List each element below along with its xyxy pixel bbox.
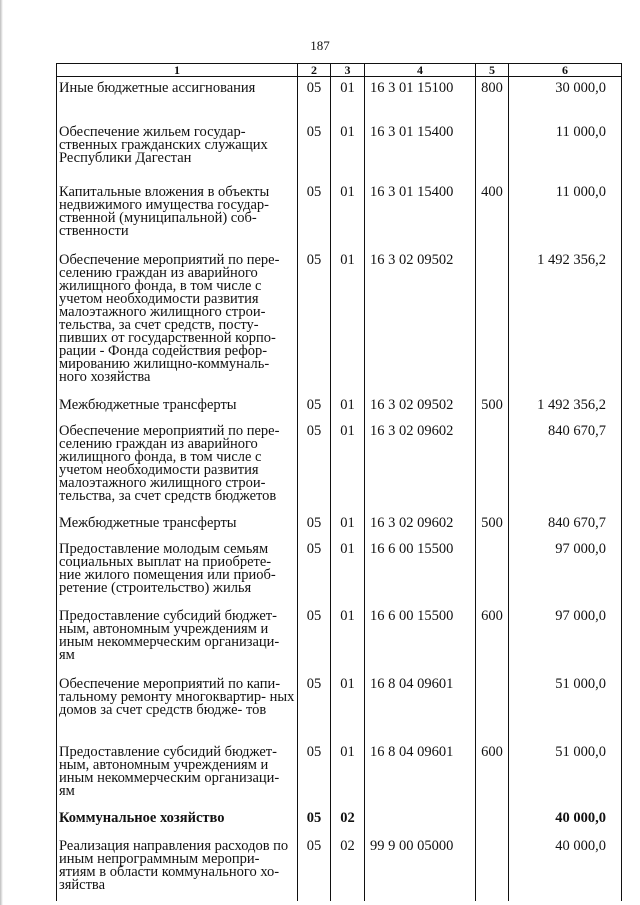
- table-row: [57, 741, 622, 807]
- row-target-code: 16 8 04 09601: [365, 673, 476, 741]
- row-amount: 11 000,0: [509, 181, 622, 249]
- row-name: Межбюджетные трансферты: [57, 512, 298, 538]
- row-amount: 1 492 356,2: [509, 249, 622, 394]
- row-section: 05: [298, 121, 331, 181]
- table-row: [57, 249, 622, 394]
- row-subsection: 01: [331, 77, 365, 121]
- row-amount: 97 000,0: [509, 605, 622, 673]
- table-row: [57, 77, 622, 121]
- row-amount: 30 000,0: [509, 77, 622, 121]
- row-subsection: 01: [331, 538, 365, 605]
- row-section: 05: [298, 77, 331, 121]
- row-name: Предоставление субсидий бюджет- ным, автономным учреждениям и иным некоммерческим организаци- ям: [57, 741, 298, 807]
- row-amount: 51 000,0: [509, 673, 622, 741]
- table-row: [57, 420, 622, 512]
- row-target-code: 16 6 00 15500: [365, 605, 476, 673]
- row-section: 05: [298, 807, 331, 835]
- column-header-4: 4: [365, 64, 476, 77]
- scan-edge-shadow: [0, 0, 3, 905]
- row-target-code: 16 3 02 09502: [365, 394, 476, 420]
- row-section: 05: [298, 512, 331, 538]
- table-row: [57, 121, 622, 181]
- row-amount: 840 670,7: [509, 512, 622, 538]
- row-target-code: 16 3 01 15400: [365, 121, 476, 181]
- row-subsection: 01: [331, 605, 365, 673]
- row-name: Обеспечение мероприятий по пере- селению граждан из аварийного жилищного фонда, в том числе с учетом необходимости развития малоэтажного жилищного строи- тельства, за счет средств бюджетов: [57, 420, 298, 512]
- page-number: 187: [310, 38, 330, 53]
- row-amount: 40 000,0: [509, 835, 622, 901]
- table-row: [57, 512, 622, 538]
- row-subsection: 01: [331, 512, 365, 538]
- table-row-section-total: [57, 807, 622, 835]
- row-expense-type: 600: [476, 605, 509, 673]
- row-section: 05: [298, 605, 331, 673]
- row-expense-type: [476, 807, 509, 835]
- row-subsection: 01: [331, 420, 365, 512]
- row-target-code: 16 6 00 15500: [365, 538, 476, 605]
- row-target-code: 16 3 01 15400: [365, 181, 476, 249]
- table-row: [57, 538, 622, 605]
- row-amount: 840 670,7: [509, 420, 622, 512]
- row-name: Реализация направления расходов по иным непрограммным меропри- ятиям в области коммунального хо- зяйства: [57, 835, 298, 901]
- table-row: [57, 835, 622, 901]
- row-name: Иные бюджетные ассигнования: [57, 77, 298, 121]
- row-subsection: 01: [331, 673, 365, 741]
- column-header-3: 3: [331, 64, 365, 77]
- table-row: [57, 394, 622, 420]
- row-amount: 97 000,0: [509, 538, 622, 605]
- row-expense-type: 500: [476, 512, 509, 538]
- row-subsection: 01: [331, 394, 365, 420]
- column-header-5: 5: [476, 64, 509, 77]
- row-section: 05: [298, 249, 331, 394]
- row-name: Межбюджетные трансферты: [57, 394, 298, 420]
- row-name: Предоставление субсидий бюджет- ным, автономным учреждениям и иным некоммерческим организаци- ям: [57, 605, 298, 673]
- row-section: 05: [298, 673, 331, 741]
- row-target-code: 16 3 02 09502: [365, 249, 476, 394]
- table-row: [57, 673, 622, 741]
- row-expense-type: [476, 121, 509, 181]
- column-header-6: 6: [509, 64, 622, 77]
- row-expense-type: [476, 538, 509, 605]
- row-target-code: 16 3 02 09602: [365, 512, 476, 538]
- row-target-code: [365, 807, 476, 835]
- row-name: Предоставление молодым семьям социальных выплат на приобрете- ние жилого помещения или приоб- ретение (строительство) жилья: [57, 538, 298, 605]
- row-subsection: 02: [331, 807, 365, 835]
- row-expense-type: [476, 673, 509, 741]
- row-expense-type: [476, 420, 509, 512]
- row-subsection: 01: [331, 121, 365, 181]
- row-section: 05: [298, 394, 331, 420]
- row-subsection: 01: [331, 741, 365, 807]
- row-section: 05: [298, 741, 331, 807]
- row-section: 05: [298, 835, 331, 901]
- row-expense-type: 500: [476, 394, 509, 420]
- row-amount: 40 000,0: [509, 807, 622, 835]
- row-target-code: 16 3 02 09602: [365, 420, 476, 512]
- row-target-code: 16 3 01 15100: [365, 77, 476, 121]
- row-expense-type: [476, 249, 509, 394]
- row-expense-type: [476, 835, 509, 901]
- row-section: 05: [298, 420, 331, 512]
- budget-table: [56, 63, 622, 901]
- row-name: Капитальные вложения в объекты недвижимого имущества государ- ственной (муниципальной) соб- ственности: [57, 181, 298, 249]
- row-name: Обеспечение жильем государ- ственных гражданских служащих Республики Дагестан: [57, 121, 298, 181]
- row-target-code: 16 8 04 09601: [365, 741, 476, 807]
- column-header-2: 2: [298, 64, 331, 77]
- row-section: 05: [298, 538, 331, 605]
- row-amount: 51 000,0: [509, 741, 622, 807]
- row-name: Коммунальное хозяйство: [57, 807, 298, 835]
- row-expense-type: 600: [476, 741, 509, 807]
- table-row: [57, 605, 622, 673]
- row-subsection: 01: [331, 249, 365, 394]
- row-amount: 1 492 356,2: [509, 394, 622, 420]
- column-header-1: 1: [57, 64, 298, 77]
- row-expense-type: 400: [476, 181, 509, 249]
- row-amount: 11 000,0: [509, 121, 622, 181]
- table-header-row: [57, 64, 622, 77]
- table-row: [57, 181, 622, 249]
- row-target-code: 99 9 00 05000: [365, 835, 476, 901]
- row-name: Обеспечение мероприятий по пере- селению граждан из аварийного жилищного фонда, в том числе с учетом необходимости развития малоэтажного жилищного строи- тельства, за счет средств, посту- пивших от государственной корпо- рации - Фонда содействия рефор- мированию жилищно-коммуналь- ного хозяйства: [57, 249, 298, 394]
- row-expense-type: 800: [476, 77, 509, 121]
- row-name: Обеспечение мероприятий по капи- тальному ремонту многоквартир- ных домов за счет средств бюдже- тов: [57, 673, 298, 741]
- row-subsection: 02: [331, 835, 365, 901]
- row-section: 05: [298, 181, 331, 249]
- row-subsection: 01: [331, 181, 365, 249]
